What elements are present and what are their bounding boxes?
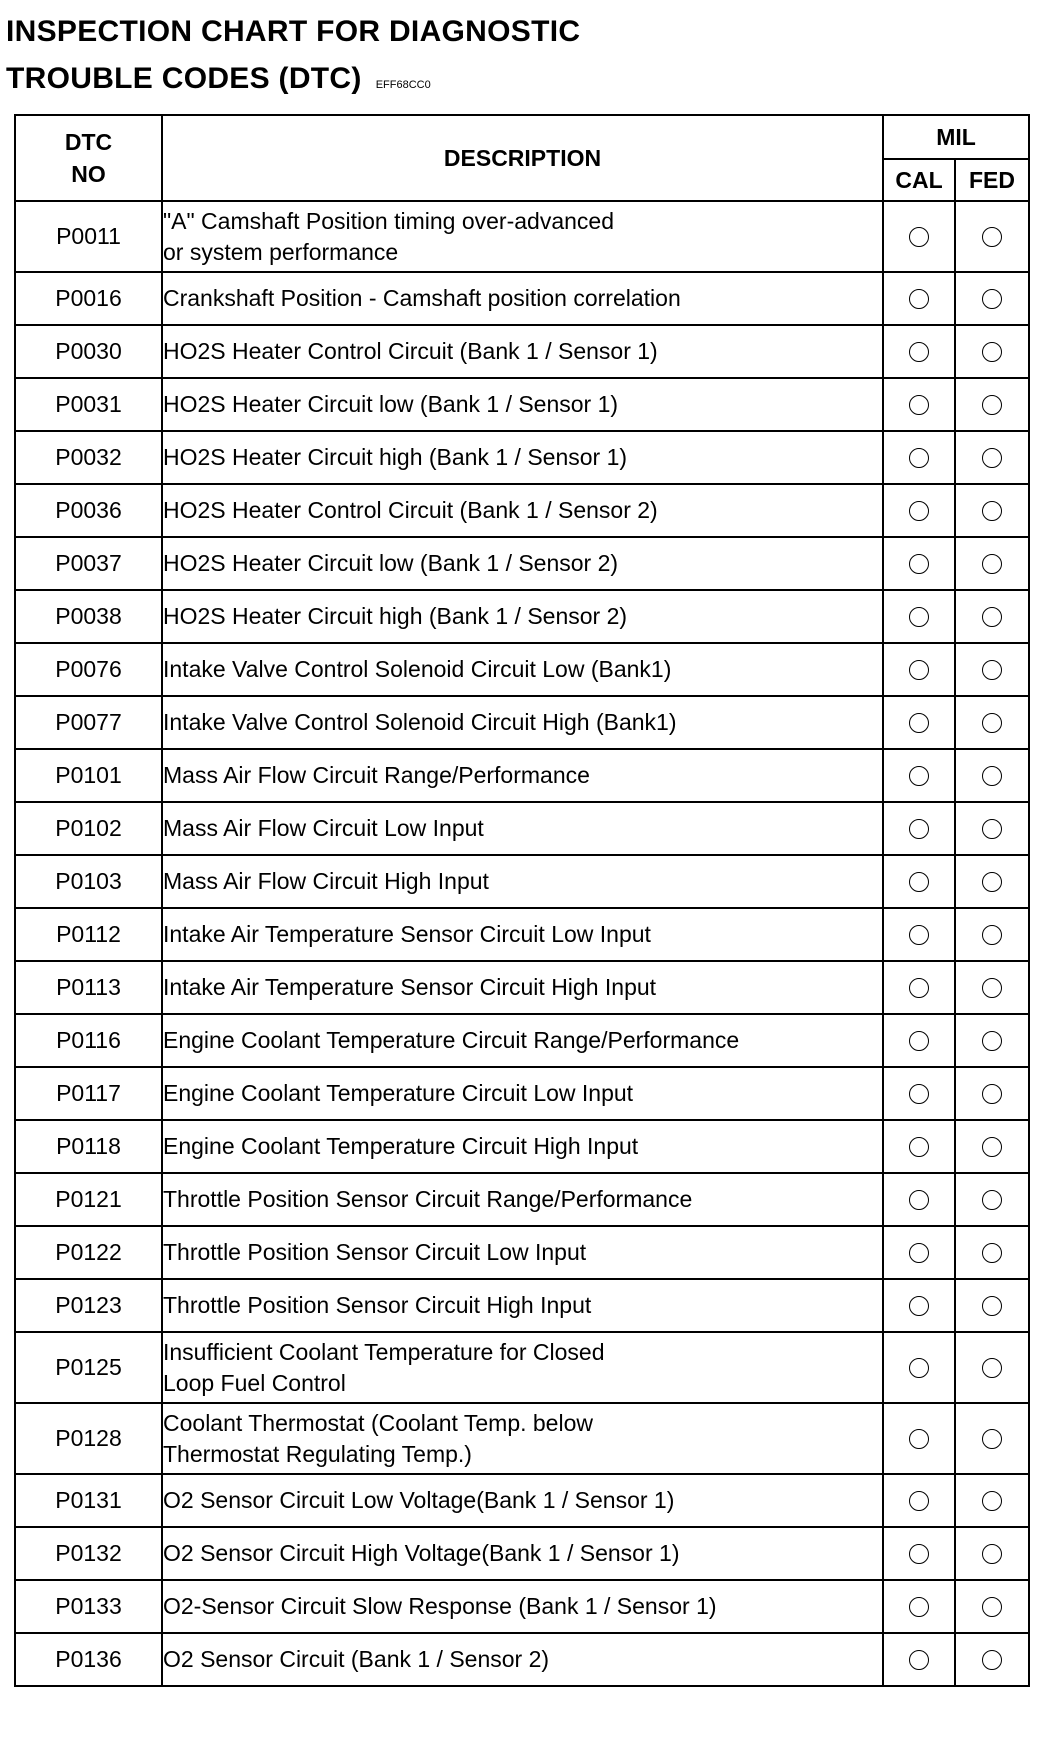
mil-cal-cell <box>883 1633 955 1686</box>
mil-cal-cell <box>883 1226 955 1279</box>
mil-cal-cell <box>883 1067 955 1120</box>
dtc-description: Insufficient Coolant Temperature for Closed Loop Fuel Control <box>162 1332 883 1403</box>
mil-cal-circle-icon <box>909 1544 929 1564</box>
table-row <box>15 1403 1029 1474</box>
table-row <box>15 378 1029 431</box>
mil-fed-circle-icon <box>982 342 1002 362</box>
dtc-description: HO2S Heater Control Circuit (Bank 1 / Sensor 2) <box>162 484 883 537</box>
dtc-description: Intake Valve Control Solenoid Circuit Low (Bank1) <box>162 643 883 696</box>
mil-cal-circle-icon <box>909 1597 929 1617</box>
dtc-description: HO2S Heater Circuit high (Bank 1 / Sensor 2) <box>162 590 883 643</box>
table-row <box>15 1633 1029 1686</box>
dtc-code: P0117 <box>15 1067 162 1120</box>
mil-cal-circle-icon <box>909 872 929 892</box>
mil-cal-circle-icon <box>909 1137 929 1157</box>
mil-fed-cell <box>955 201 1029 272</box>
mil-cal-cell <box>883 1403 955 1474</box>
mil-cal-cell <box>883 749 955 802</box>
mil-fed-circle-icon <box>982 1491 1002 1511</box>
dtc-code: P0112 <box>15 908 162 961</box>
mil-cal-circle-icon <box>909 1084 929 1104</box>
dtc-description: O2 Sensor Circuit High Voltage(Bank 1 / Sensor 1) <box>162 1527 883 1580</box>
mil-fed-circle-icon <box>982 1650 1002 1670</box>
dtc-code: P0133 <box>15 1580 162 1633</box>
header-fed: FED <box>955 159 1029 201</box>
table-row <box>15 1120 1029 1173</box>
table-row <box>15 643 1029 696</box>
mil-cal-cell <box>883 325 955 378</box>
dtc-description: Throttle Position Sensor Circuit Low Input <box>162 1226 883 1279</box>
mil-fed-circle-icon <box>982 660 1002 680</box>
table-row <box>15 537 1029 590</box>
dtc-description: Coolant Thermostat (Coolant Temp. below Thermostat Regulating Temp.) <box>162 1403 883 1474</box>
mil-fed-cell <box>955 484 1029 537</box>
mil-fed-cell <box>955 1474 1029 1527</box>
mil-fed-cell <box>955 1120 1029 1173</box>
mil-cal-circle-icon <box>909 766 929 786</box>
dtc-code: P0011 <box>15 201 162 272</box>
mil-cal-cell <box>883 643 955 696</box>
table-row <box>15 484 1029 537</box>
dtc-code: P0122 <box>15 1226 162 1279</box>
mil-cal-circle-icon <box>909 289 929 309</box>
dtc-description: O2 Sensor Circuit Low Voltage(Bank 1 / Sensor 1) <box>162 1474 883 1527</box>
mil-fed-circle-icon <box>982 1243 1002 1263</box>
mil-cal-cell <box>883 961 955 1014</box>
dtc-code: P0113 <box>15 961 162 1014</box>
mil-fed-cell <box>955 590 1029 643</box>
mil-cal-circle-icon <box>909 1243 929 1263</box>
mil-fed-circle-icon <box>982 1597 1002 1617</box>
dtc-description: Engine Coolant Temperature Circuit Range/Performance <box>162 1014 883 1067</box>
dtc-code: P0102 <box>15 802 162 855</box>
table-row <box>15 272 1029 325</box>
mil-fed-circle-icon <box>982 448 1002 468</box>
dtc-code: P0036 <box>15 484 162 537</box>
mil-fed-cell <box>955 1173 1029 1226</box>
table-row <box>15 802 1029 855</box>
mil-fed-circle-icon <box>982 1190 1002 1210</box>
mil-fed-circle-icon <box>982 607 1002 627</box>
mil-fed-cell <box>955 537 1029 590</box>
mil-cal-circle-icon <box>909 501 929 521</box>
table-row <box>15 590 1029 643</box>
mil-cal-circle-icon <box>909 1296 929 1316</box>
mil-fed-circle-icon <box>982 501 1002 521</box>
page-title <box>6 8 580 109</box>
mil-cal-circle-icon <box>909 819 929 839</box>
dtc-description: Mass Air Flow Circuit Low Input <box>162 802 883 855</box>
dtc-code: P0030 <box>15 325 162 378</box>
table-row <box>15 1332 1029 1403</box>
dtc-description: HO2S Heater Circuit low (Bank 1 / Sensor 2) <box>162 537 883 590</box>
mil-cal-cell <box>883 201 955 272</box>
mil-cal-circle-icon <box>909 1190 929 1210</box>
dtc-description: Engine Coolant Temperature Circuit High Input <box>162 1120 883 1173</box>
mil-fed-circle-icon <box>982 289 1002 309</box>
mil-fed-circle-icon <box>982 978 1002 998</box>
dtc-code: P0101 <box>15 749 162 802</box>
mil-fed-circle-icon <box>982 227 1002 247</box>
table-row <box>15 908 1029 961</box>
dtc-code: P0125 <box>15 1332 162 1403</box>
mil-cal-cell <box>883 855 955 908</box>
mil-cal-cell <box>883 908 955 961</box>
dtc-description: O2 Sensor Circuit (Bank 1 / Sensor 2) <box>162 1633 883 1686</box>
table-row <box>15 1067 1029 1120</box>
mil-cal-circle-icon <box>909 660 929 680</box>
dtc-description: Crankshaft Position - Camshaft position correlation <box>162 272 883 325</box>
header-mil: MIL <box>883 115 1029 159</box>
mil-cal-circle-icon <box>909 448 929 468</box>
mil-fed-circle-icon <box>982 1358 1002 1378</box>
dtc-description: Mass Air Flow Circuit High Input <box>162 855 883 908</box>
mil-cal-circle-icon <box>909 227 929 247</box>
mil-cal-cell <box>883 1474 955 1527</box>
mil-cal-cell <box>883 1120 955 1173</box>
title-line-2 <box>6 55 580 109</box>
mil-fed-circle-icon <box>982 713 1002 733</box>
mil-cal-cell <box>883 378 955 431</box>
mil-cal-circle-icon <box>909 978 929 998</box>
mil-fed-cell <box>955 1527 1029 1580</box>
dtc-code: P0121 <box>15 1173 162 1226</box>
mil-fed-cell <box>955 431 1029 484</box>
table-row <box>15 1527 1029 1580</box>
dtc-description: "A" Camshaft Position timing over-advanced or system performance <box>162 201 883 272</box>
mil-cal-circle-icon <box>909 342 929 362</box>
mil-fed-circle-icon <box>982 1296 1002 1316</box>
table-row <box>15 749 1029 802</box>
mil-cal-circle-icon <box>909 1429 929 1449</box>
dtc-code: P0128 <box>15 1403 162 1474</box>
dtc-code: P0116 <box>15 1014 162 1067</box>
dtc-description: Throttle Position Sensor Circuit High Input <box>162 1279 883 1332</box>
mil-fed-cell <box>955 1332 1029 1403</box>
mil-fed-cell <box>955 1226 1029 1279</box>
mil-cal-cell <box>883 590 955 643</box>
dtc-description: HO2S Heater Circuit high (Bank 1 / Sensor 1) <box>162 431 883 484</box>
dtc-code: P0131 <box>15 1474 162 1527</box>
mil-fed-cell <box>955 272 1029 325</box>
table-row <box>15 325 1029 378</box>
mil-cal-cell <box>883 1580 955 1633</box>
mil-cal-cell <box>883 1014 955 1067</box>
dtc-code: P0118 <box>15 1120 162 1173</box>
dtc-inspection-table <box>14 114 1030 1687</box>
dtc-code: P0132 <box>15 1527 162 1580</box>
mil-cal-cell <box>883 1279 955 1332</box>
table-row <box>15 1226 1029 1279</box>
dtc-code: P0038 <box>15 590 162 643</box>
dtc-code: P0123 <box>15 1279 162 1332</box>
table-row <box>15 201 1029 272</box>
mil-fed-circle-icon <box>982 1429 1002 1449</box>
mil-cal-cell <box>883 272 955 325</box>
table-row <box>15 696 1029 749</box>
mil-fed-cell <box>955 908 1029 961</box>
header-cal: CAL <box>883 159 955 201</box>
mil-fed-cell <box>955 961 1029 1014</box>
mil-cal-circle-icon <box>909 1031 929 1051</box>
dtc-description: Intake Air Temperature Sensor Circuit High Input <box>162 961 883 1014</box>
dtc-description: Intake Valve Control Solenoid Circuit High (Bank1) <box>162 696 883 749</box>
table-row <box>15 1014 1029 1067</box>
mil-cal-circle-icon <box>909 1491 929 1511</box>
header-dtc-no <box>15 115 162 201</box>
mil-fed-cell <box>955 643 1029 696</box>
mil-cal-circle-icon <box>909 1358 929 1378</box>
dtc-code: P0077 <box>15 696 162 749</box>
dtc-code: P0076 <box>15 643 162 696</box>
dtc-table-body <box>15 201 1029 1686</box>
dtc-code: P0037 <box>15 537 162 590</box>
mil-fed-cell <box>955 1403 1029 1474</box>
mil-cal-cell <box>883 1527 955 1580</box>
mil-cal-cell <box>883 1332 955 1403</box>
table-row <box>15 431 1029 484</box>
mil-fed-cell <box>955 749 1029 802</box>
mil-cal-cell <box>883 431 955 484</box>
mil-fed-circle-icon <box>982 819 1002 839</box>
mil-cal-circle-icon <box>909 395 929 415</box>
table-row <box>15 1474 1029 1527</box>
mil-cal-circle-icon <box>909 925 929 945</box>
mil-fed-cell <box>955 325 1029 378</box>
mil-fed-cell <box>955 1067 1029 1120</box>
table-row <box>15 1279 1029 1332</box>
mil-cal-cell <box>883 1173 955 1226</box>
mil-fed-circle-icon <box>982 872 1002 892</box>
mil-fed-cell <box>955 1633 1029 1686</box>
mil-fed-circle-icon <box>982 1544 1002 1564</box>
table-row <box>15 1173 1029 1226</box>
header-description: DESCRIPTION <box>162 115 883 201</box>
mil-cal-circle-icon <box>909 607 929 627</box>
mil-cal-cell <box>883 802 955 855</box>
mil-fed-cell <box>955 855 1029 908</box>
mil-fed-circle-icon <box>982 766 1002 786</box>
mil-fed-circle-icon <box>982 925 1002 945</box>
mil-cal-circle-icon <box>909 713 929 733</box>
header-dtc-no-text: DTC NO <box>64 129 113 187</box>
mil-cal-cell <box>883 537 955 590</box>
mil-fed-cell <box>955 696 1029 749</box>
mil-cal-circle-icon <box>909 1650 929 1670</box>
document-code: EFF68CC0 <box>375 79 431 91</box>
dtc-code: P0031 <box>15 378 162 431</box>
dtc-description: HO2S Heater Circuit low (Bank 1 / Sensor 1) <box>162 378 883 431</box>
mil-fed-circle-icon <box>982 1137 1002 1157</box>
table-row <box>15 961 1029 1014</box>
mil-fed-cell <box>955 378 1029 431</box>
dtc-code: P0032 <box>15 431 162 484</box>
dtc-code: P0016 <box>15 272 162 325</box>
mil-fed-circle-icon <box>982 1031 1002 1051</box>
dtc-code: P0136 <box>15 1633 162 1686</box>
mil-fed-cell <box>955 1014 1029 1067</box>
mil-cal-cell <box>883 484 955 537</box>
mil-fed-cell <box>955 1580 1029 1633</box>
dtc-description: Mass Air Flow Circuit Range/Performance <box>162 749 883 802</box>
dtc-description: Throttle Position Sensor Circuit Range/Performance <box>162 1173 883 1226</box>
mil-cal-cell <box>883 696 955 749</box>
mil-fed-circle-icon <box>982 1084 1002 1104</box>
mil-fed-circle-icon <box>982 395 1002 415</box>
table-row <box>15 855 1029 908</box>
dtc-description: O2-Sensor Circuit Slow Response (Bank 1 / Sensor 1) <box>162 1580 883 1633</box>
dtc-description: Intake Air Temperature Sensor Circuit Low Input <box>162 908 883 961</box>
mil-fed-cell <box>955 802 1029 855</box>
mil-fed-cell <box>955 1279 1029 1332</box>
title-line-1: INSPECTION CHART FOR DIAGNOSTIC <box>6 15 581 48</box>
table-row <box>15 1580 1029 1633</box>
dtc-description: Engine Coolant Temperature Circuit Low Input <box>162 1067 883 1120</box>
mil-cal-circle-icon <box>909 554 929 574</box>
dtc-description: HO2S Heater Control Circuit (Bank 1 / Sensor 1) <box>162 325 883 378</box>
title-line-2-text: TROUBLE CODES (DTC) <box>6 62 362 95</box>
mil-fed-circle-icon <box>982 554 1002 574</box>
dtc-code: P0103 <box>15 855 162 908</box>
